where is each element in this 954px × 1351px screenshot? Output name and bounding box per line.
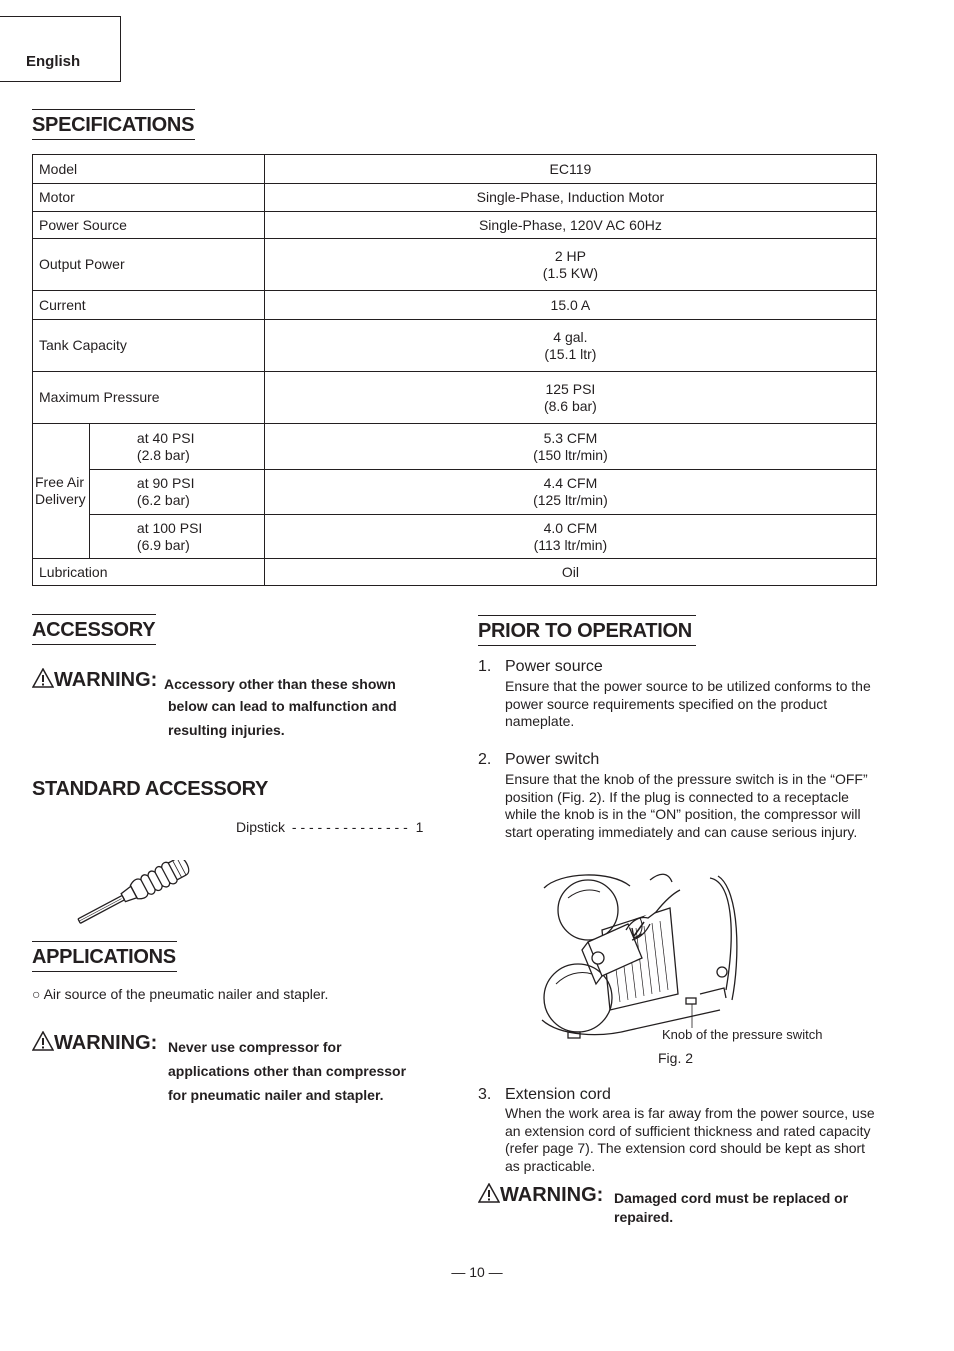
operation-item-body: Ensure that the power source to be utilized conforms to the power source requirements specified on the product nameplate. <box>505 678 871 729</box>
spec-value: EC119 <box>264 155 876 184</box>
standard-accessory-heading: STANDARD ACCESSORY <box>32 778 269 800</box>
application-text: Air source of the pneumatic nailer and stapler. <box>43 986 329 1002</box>
value-line: 4 gal. <box>553 328 588 345</box>
language-label: English <box>26 53 81 70</box>
spec-label: Output Power <box>33 239 265 291</box>
spec-condition <box>89 470 264 515</box>
spec-label: Power Source <box>33 212 265 239</box>
figure-callout: Knob of the pressure switch <box>662 1027 823 1042</box>
accessory-name: Dipstick <box>236 819 286 835</box>
label-line: Free Air <box>35 474 85 490</box>
value-line: 5.3 CFM <box>543 429 598 446</box>
operation-item-title <box>478 751 600 769</box>
dipstick-item <box>236 819 423 835</box>
operation-item-title <box>478 658 603 676</box>
spec-label: Motor <box>33 184 265 212</box>
condition-line: (2.8 bar) <box>136 446 190 463</box>
item-title: Power switch <box>505 751 600 768</box>
item-title: Extension cord <box>505 1086 611 1103</box>
value-line: 4.4 CFM <box>543 475 598 491</box>
warning-line: Damaged cord must be replaced or <box>614 1190 849 1206</box>
page-number: — 10 — <box>451 1264 503 1280</box>
value-line: (113 ltr/min) <box>533 536 608 553</box>
warning-text <box>168 694 397 742</box>
spec-condition <box>89 424 264 470</box>
table-row <box>33 155 877 184</box>
warning-word: WARNING: <box>500 1184 604 1206</box>
condition-line: at 40 PSI <box>136 429 195 446</box>
spec-label: Maximum Pressure <box>33 372 265 424</box>
spec-label: Tank Capacity <box>33 320 265 372</box>
condition-line: (6.2 bar) <box>136 492 190 508</box>
table-row <box>33 559 877 586</box>
spec-label: Lubrication <box>33 559 265 586</box>
table-row <box>33 212 877 239</box>
warning-text <box>614 1189 848 1227</box>
operation-item-body: Ensure that the knob of the pressure switch is in the “OFF” position (Fig. 2). If the plug is connected to a receptacle while the knob is in the “ON” position, the compressor will start operating immediately and can cause serious injury. <box>505 771 868 840</box>
table-row <box>33 291 877 320</box>
label-line: Delivery <box>35 491 86 507</box>
spec-value <box>264 239 876 291</box>
applications-heading: APPLICATIONS <box>32 941 177 972</box>
spec-label: Current <box>33 291 265 320</box>
warning-word: WARNING: <box>54 669 158 691</box>
condition-line: at 100 PSI <box>136 519 203 536</box>
dipstick-illustration <box>70 860 200 925</box>
accessory-quantity: 1 <box>415 819 424 835</box>
table-row <box>33 424 877 470</box>
warning-line: applications other than compressor <box>168 1063 407 1079</box>
warning-triangle-icon <box>32 1031 54 1051</box>
language-tab <box>0 16 121 82</box>
condition-line: at 90 PSI <box>136 475 195 491</box>
value-line: 125 PSI <box>545 380 596 397</box>
bullet-icon: ○ <box>32 986 41 1002</box>
table-row <box>33 372 877 424</box>
item-number: 2. <box>478 751 492 768</box>
accessory-warning <box>32 668 157 692</box>
prior-to-operation-heading: PRIOR TO OPERATION <box>478 615 696 646</box>
accessory-leader: - - - - - - - - - - - - - - <box>291 819 408 835</box>
operation-item-title <box>478 1086 611 1104</box>
spec-value <box>264 320 876 372</box>
spec-value <box>264 515 876 559</box>
warning-text <box>164 672 396 696</box>
spec-value: 15.0 A <box>264 291 876 320</box>
operation-item-body: When the work area is far away from the power source, use an extension cord of sufficient thickness and rated capacity (refer page 7). The extension cord should be kept as short as practicable. <box>505 1105 875 1174</box>
value-line: (1.5 KW) <box>542 264 599 281</box>
spec-value: Oil <box>264 559 876 586</box>
specifications-heading: SPECIFICATIONS <box>32 109 195 140</box>
table-row <box>33 239 877 291</box>
item-number: 3. <box>478 1086 492 1103</box>
warning-line: for pneumatic nailer and stapler. <box>168 1087 384 1103</box>
applications-warning <box>32 1031 157 1055</box>
figure-caption: Fig. 2 <box>658 1050 694 1066</box>
spec-value: Single-Phase, 120V AC 60Hz <box>264 212 876 239</box>
spec-value <box>264 424 876 470</box>
spec-label: Model <box>33 155 265 184</box>
warning-word: WARNING: <box>54 1032 158 1054</box>
warning-line: resulting injuries. <box>168 722 285 738</box>
table-row <box>33 184 877 212</box>
item-number: 1. <box>478 658 492 675</box>
spec-value <box>264 372 876 424</box>
warning-text <box>168 1035 406 1107</box>
table-row <box>33 470 877 515</box>
warning-triangle-icon <box>478 1183 500 1203</box>
spec-value <box>264 470 876 515</box>
condition-line: (6.9 bar) <box>136 536 190 553</box>
value-line: (150 ltr/min) <box>533 446 608 463</box>
value-line: (8.6 bar) <box>543 397 597 414</box>
extension-cord-warning <box>478 1183 603 1207</box>
item-title: Power source <box>505 658 603 675</box>
spec-condition <box>89 515 264 559</box>
specifications-table <box>32 154 877 586</box>
table-row <box>33 320 877 372</box>
warning-line: Accessory other than these shown <box>164 676 396 692</box>
warning-line: below can lead to malfunction and <box>168 698 397 714</box>
application-item <box>32 986 328 1002</box>
free-air-delivery-label <box>33 424 90 559</box>
spec-value: Single-Phase, Induction Motor <box>264 184 876 212</box>
table-row <box>33 515 877 559</box>
warning-line: Never use compressor for <box>168 1039 342 1055</box>
value-line: (125 ltr/min) <box>533 492 608 508</box>
value-line: 2 HP <box>554 247 586 264</box>
value-line: (15.1 ltr) <box>544 345 597 362</box>
accessory-heading: ACCESSORY <box>32 614 156 645</box>
pressure-switch-figure <box>540 870 740 1050</box>
value-line: 4.0 CFM <box>543 519 598 536</box>
warning-line: repaired. <box>614 1209 674 1225</box>
warning-triangle-icon <box>32 668 54 688</box>
